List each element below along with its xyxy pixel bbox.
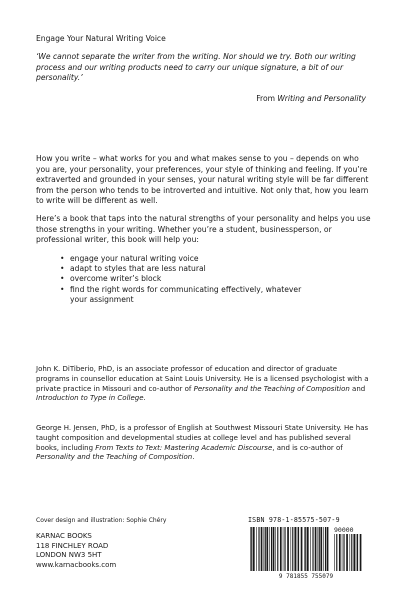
publisher-city: LONDON NW3 5HT <box>36 551 102 560</box>
list-item: • overcome writer’s block <box>60 274 162 284</box>
attribution-source: Writing and Personality <box>277 94 366 103</box>
bullet-icon: • <box>60 284 65 294</box>
isbn-label: ISBN 978-1-85575-507-9 <box>248 516 340 524</box>
publisher-address <box>36 532 116 570</box>
heading: Engage Your Natural Writing Voice <box>36 34 166 43</box>
publisher-website: www.karnacbooks.com <box>36 560 117 569</box>
barcode-icon <box>248 525 364 573</box>
author-bio-jensen: George H. Jensen, PhD, is a professor of English at Southwest Missouri State University. He has taught composition and developmental studies at college level and has published several books, including From Texts to Text: Mastering Academic Discourse, and is co-author of Personality and the Teaching of Composition. <box>36 424 369 462</box>
publisher-name: KARNAC BOOKS <box>36 532 92 540</box>
cover-credit: Cover design and illustration: Sophie Chéry <box>36 517 167 524</box>
list-item: • find the right words for communicating effectively, whatever your assignment <box>60 284 302 304</box>
bullet-icon: • <box>60 254 65 263</box>
barcode-digits: 9 781855 755079 <box>278 573 334 580</box>
attribution-prefix: From <box>256 94 278 103</box>
isbn-barcode-block <box>248 516 364 580</box>
isbn-addon-digits: 90000 <box>334 526 354 534</box>
list-item: • adapt to styles that are less natural <box>60 264 206 274</box>
benefits-paragraph: Here’s a book that taps into the natural strengths of your personality and helps you use those strengths in your writing. Whether you’re a student, businessperson, or professional writer, this book will help you: <box>36 214 371 245</box>
quote-attribution <box>256 94 366 104</box>
epigraph-quote: ‘We cannot separate the writer from the writing. Nor should we try. Both our writing process and our writing products need to carry our unique signature, a bit of our personality.’ <box>36 52 356 83</box>
publisher-street: 118 FINCHLEY ROAD <box>36 541 109 550</box>
author-bio-ditiberio: John K. DiTiberio, PhD, is an associate professor of education and director of graduate programs in counsellor education at Saint Louis University. He is a licensed psychologist with a private practice in Missouri and co-author of Personality and the Teaching of Composition and Introduction to Type in College. <box>36 365 369 403</box>
list-item: • engage your natural writing voice <box>60 254 199 263</box>
benefits-list <box>60 254 360 305</box>
bullet-icon: • <box>60 274 65 284</box>
bullet-icon: • <box>60 264 65 274</box>
intro-paragraph: How you write – what works for you and what makes sense to you – depends on who you are, your personality, your preferences, your style of thinking and feeling. If you’re extraverted and grounded in your senses, your natural writing style will be far different from the person who tends to be introverted and intuitive. Not only that, how you learn to write will be different as well. <box>36 154 369 206</box>
